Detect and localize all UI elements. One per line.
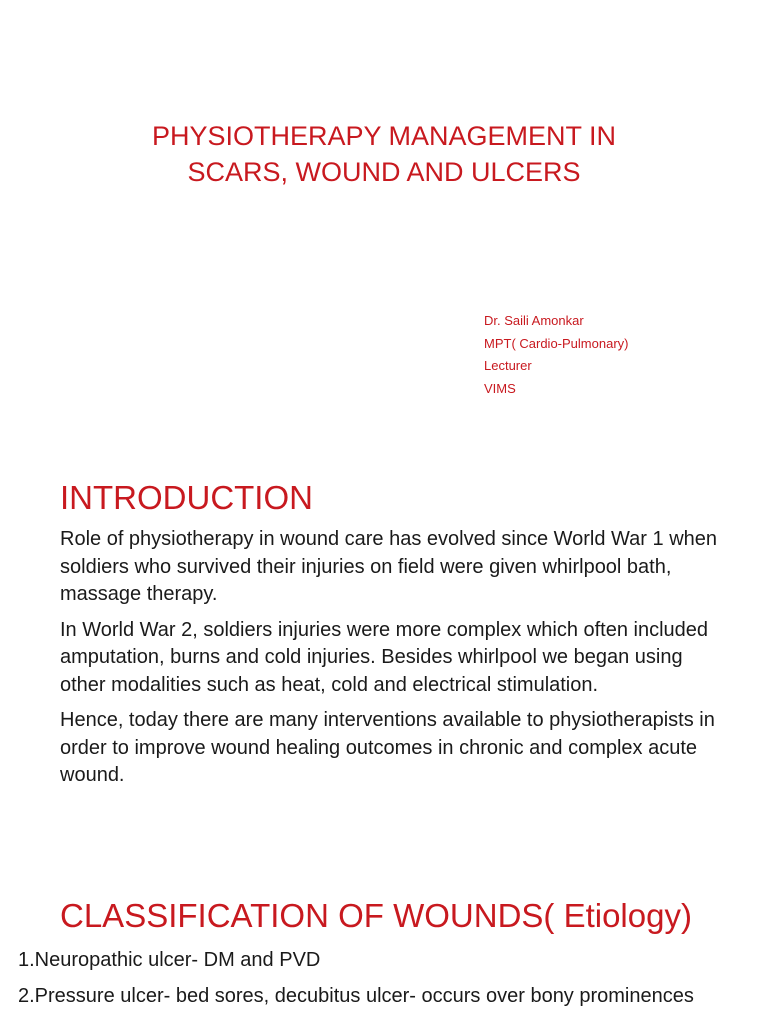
intro-paragraph: Role of physiotherapy in wound care has evolved since World War 1 when soldiers who survived their injuries on field were given whirlpool bath, massage therapy. bbox=[60, 528, 718, 605]
intro-paragraph: Hence, today there are many interventions available to physiotherapists in order to improve wound healing outcomes in chronic and complex acute wound. bbox=[60, 709, 715, 786]
title-line-1: PHYSIOTHERAPY MANAGEMENT IN bbox=[151, 121, 617, 151]
classification-heading: CLASSIFICATION OF WOUNDS( Etiology) bbox=[60, 897, 692, 934]
author-degree: MPT( Cardio-Pulmonary) bbox=[484, 335, 629, 351]
title-line-2: SCARS, WOUND AND ULCERS bbox=[187, 157, 581, 187]
list-item: 2.Pressure ulcer- bed sores, decubitus ulcer- occurs over bony prominences bbox=[18, 985, 694, 1007]
author-position: Lecturer bbox=[484, 358, 532, 373]
introduction-body bbox=[60, 526, 720, 798]
presentation-title bbox=[0, 118, 768, 190]
author-info bbox=[484, 310, 628, 400]
introduction-heading: INTRODUCTION bbox=[60, 479, 313, 516]
author-name: Dr. Saili Amonkar bbox=[484, 313, 584, 328]
author-institution: VIMS bbox=[484, 380, 516, 396]
title-slide bbox=[0, 0, 768, 432]
introduction-slide bbox=[0, 432, 768, 852]
list-item: 1.Neuropathic ulcer- DM and PVD bbox=[18, 949, 321, 971]
intro-paragraph: In World War 2, soldiers injuries were more complex which often included amputation, burns and cold injuries. Besides whirlpool we began using other modalities such as heat, cold and electrical stimulation. bbox=[60, 618, 709, 696]
classification-list bbox=[18, 946, 718, 1018]
classification-slide bbox=[0, 852, 768, 1024]
